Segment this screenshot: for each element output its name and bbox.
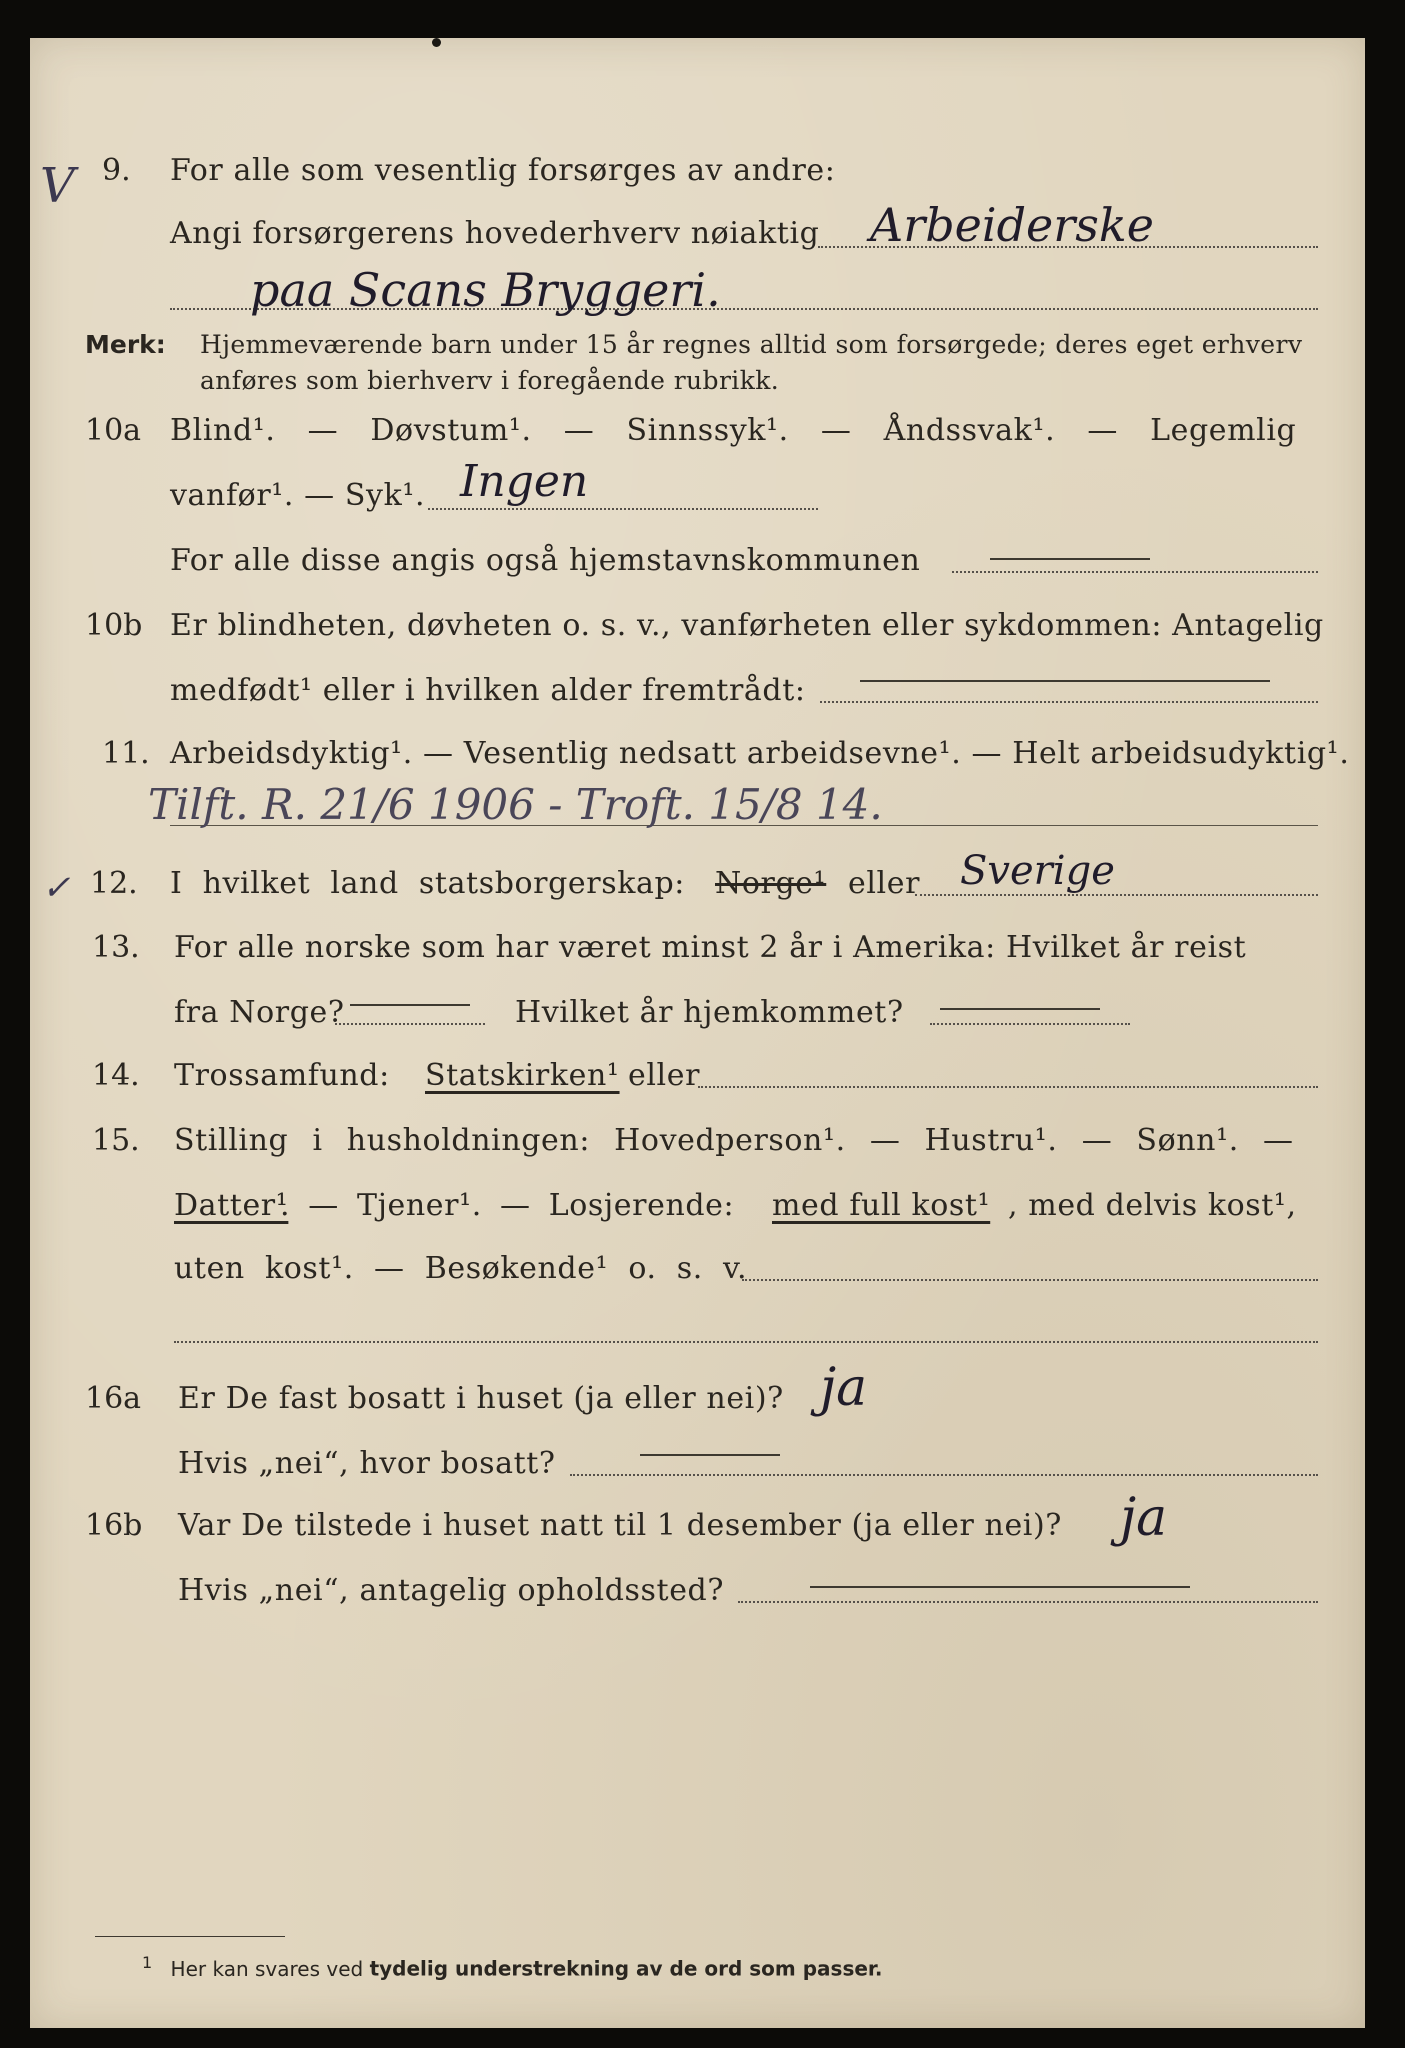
merk-label: Merk: [85,330,166,359]
q16a-line2: Hvis „nei“, hvor bosatt? [178,1446,556,1481]
q12-number: 12. [90,866,138,901]
footnote [142,1953,883,1981]
q10a-line1: Blind¹. — Døvstum¹. — Sinnssyk¹. — Åndssvak¹. — Legemlig [170,413,1297,448]
check-mark-9: V [40,158,75,214]
q12-norge-struck: Norge¹ [715,866,827,901]
q10b-fill-line [820,701,1318,703]
q13-fill-line-2 [930,1023,1130,1025]
q14-fill-line [698,1086,1318,1088]
check-mark-12: ✓ [42,868,71,908]
q9-answer-occupation: Arbeiderske [870,198,1154,252]
q14-text: Trossamfund: [174,1058,390,1093]
q10b-number: 10b [85,608,143,643]
q13-line1: For alle norske som har været minst 2 år i Amerika: Hvilket år reist [174,930,1247,965]
q10a-fill-line-1 [428,508,818,510]
footnote-marker: 1 [142,1953,153,1972]
q15-med-full-kost: med full kost¹ [772,1188,991,1223]
census-form-page [30,38,1365,2028]
q10b-line1: Er blindheten, døvheten o. s. v., vanførheten eller sykdommen: Antagelig [170,608,1324,643]
q14-number: 14. [92,1058,140,1093]
q14-statskirken: Statskirken¹ [425,1058,620,1093]
q10a-answer: Ingen [460,456,589,507]
q13-pen-dash-2 [940,1008,1100,1010]
q15-line1: Stilling i husholdningen: Hovedperson¹. — Hustru¹. — Sønn¹. — [174,1123,1294,1158]
q10a-fill-line-2 [952,571,1318,573]
q16b-line1: Var De tilstede i huset natt til 1 desember (ja eller nei)? [178,1508,1062,1543]
q12-eller: eller [848,866,921,901]
q9-line2: Angi forsørgerens hovederhverv nøiaktig [170,216,820,251]
q16a-line1: Er De fast bosatt i huset (ja eller nei)? [178,1381,784,1416]
q12-answer: Sverige [960,848,1115,894]
footnote-bold: tydelig understrekning av de ord som passer. [369,1956,883,1981]
punch-dot [432,38,441,47]
q9-line1: For alle som vesentlig forsørges av andre: [170,153,836,188]
q16b-number: 16b [85,1508,143,1543]
q15-fill-line-1 [742,1279,1318,1281]
q9-answer-employer: paa Scans Bryggeri. [250,263,721,317]
footnote-rule [95,1936,285,1937]
q16a-pen-dash [640,1454,780,1456]
q11-line1: Arbeidsdyktig¹. — Vesentlig nedsatt arbeidsevne¹. — Helt arbeidsudyktig¹. [170,736,1350,771]
q16b-pen-dash [810,1586,1190,1588]
q10b-line2: medfødt¹ eller i hvilken alder fremtrådt: [170,673,806,708]
merk-line1: Hjemmeværende barn under 15 år regnes alltid som forsørgede; deres eget erhverv [200,330,1303,359]
q12-fill-line [915,894,1318,896]
q16b-line2: Hvis „nei“, antagelig opholdssted? [178,1573,725,1608]
footnote-plain: Her kan svares ved [170,1956,364,1981]
q15-line2a: . — Tjener¹. — Losjerende: [280,1188,735,1223]
q13-fill-line-1 [335,1023,485,1025]
q12-text: I hvilket land statsborgerskap: [170,866,685,901]
q11-answer: Tilft. R. 21/6 1906 - Troft. 15/8 14. [148,780,883,829]
q10a-pen-dash [990,558,1150,560]
q15-datter: Datter¹ [174,1188,289,1223]
q16a-fill-line [570,1474,1318,1476]
q15-fill-line-2 [174,1341,1318,1343]
q16a-number: 16a [85,1381,142,1416]
q13-number: 13. [92,930,140,965]
q16b-answer: ja [1120,1488,1168,1548]
q10a-line3: For alle disse angis også hjemstavnskommunen [170,543,921,578]
q9-number: 9. [102,153,131,188]
q16a-answer: ja [820,1358,868,1418]
q15-line2b: , med delvis kost¹, [1008,1188,1297,1223]
merk-line2: anføres som bierhverv i foregående rubrikk. [200,366,780,395]
q10a-number: 10a [85,413,142,448]
q15-number: 15. [92,1123,140,1158]
q13-line2a: fra Norge? [174,995,345,1030]
q16b-fill-line [738,1601,1318,1603]
q13-line2b: Hvilket år hjemkommet? [515,995,904,1030]
q13-pen-dash-1 [350,1004,470,1006]
q10b-pen-dash [860,680,1270,682]
q10a-line2: vanfør¹. — Syk¹. [170,478,426,513]
q11-number: 11. [102,736,150,771]
q15-line3: uten kost¹. — Besøkende¹ o. s. v. [174,1251,748,1286]
q14-eller: eller [628,1058,701,1093]
